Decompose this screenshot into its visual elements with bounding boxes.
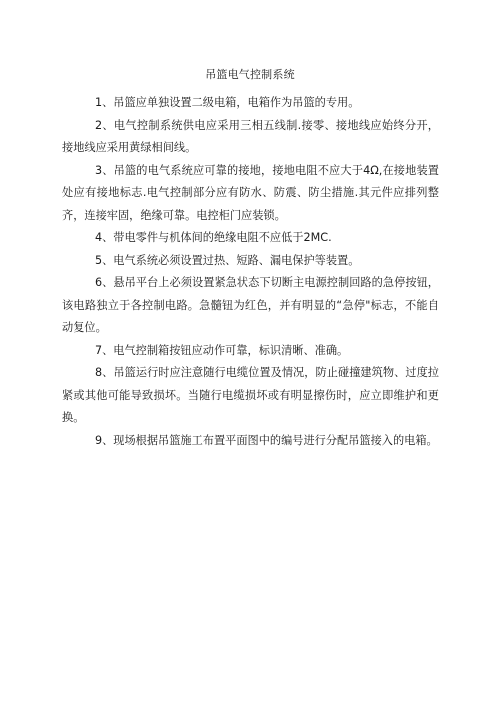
paragraph-4: 4、带电零件与机体间的绝缘电阻不应低于2MC. [95,231,332,244]
paragraph-1: 1、吊篮应单独设置二级电箱，电箱作为吊篮的专用。 [95,96,360,109]
paragraph-6: 6、悬吊平台上必须设置紧急状态下切断主电源控制回路的急停按钮，该电路独立于各控制电路。急髓钮为红色，并有明显的“急停"标志，不能自动复位。 [62,276,439,334]
paragraph-8: 8、吊篮运行时应注意随行电缆位置及情况，防止碰撞建筑物、过度拉紧或其他可能导致损坏。当随行电缆损坏或有明显擦伤时，应立即维护和更换。 [62,366,439,424]
paragraph-5: 5、电气系统必须设置过热、短路、漏电保护等装置。 [95,253,360,267]
paragraph-9: 9、现场根据吊篮施工布置平面图中的编号进行分配吊篮接入的电箱。 [95,433,438,447]
paragraph-3: 3、吊篮的电气系统应可靠的接地，接地电阻不应大于4Ω,在接地装置处应有接地标志.电气控制部分应有防水、防震、防尘措施.其元件应排列整齐，连接牢固，绝缘可靠。电控柜门应装锁。 [62,163,439,222]
document-title: 吊篮电气控制系统 [205,68,295,81]
document-body [62,92,439,452]
paragraph-7: 7、电气控制箱按钮应动作可靠，标识清晰、准确。 [95,343,349,357]
paragraph-2: 2、电气控制系统供电应采用三相五线制.接零、接地线应始终分开，接地线应采用黄绿相间线。 [62,118,439,154]
